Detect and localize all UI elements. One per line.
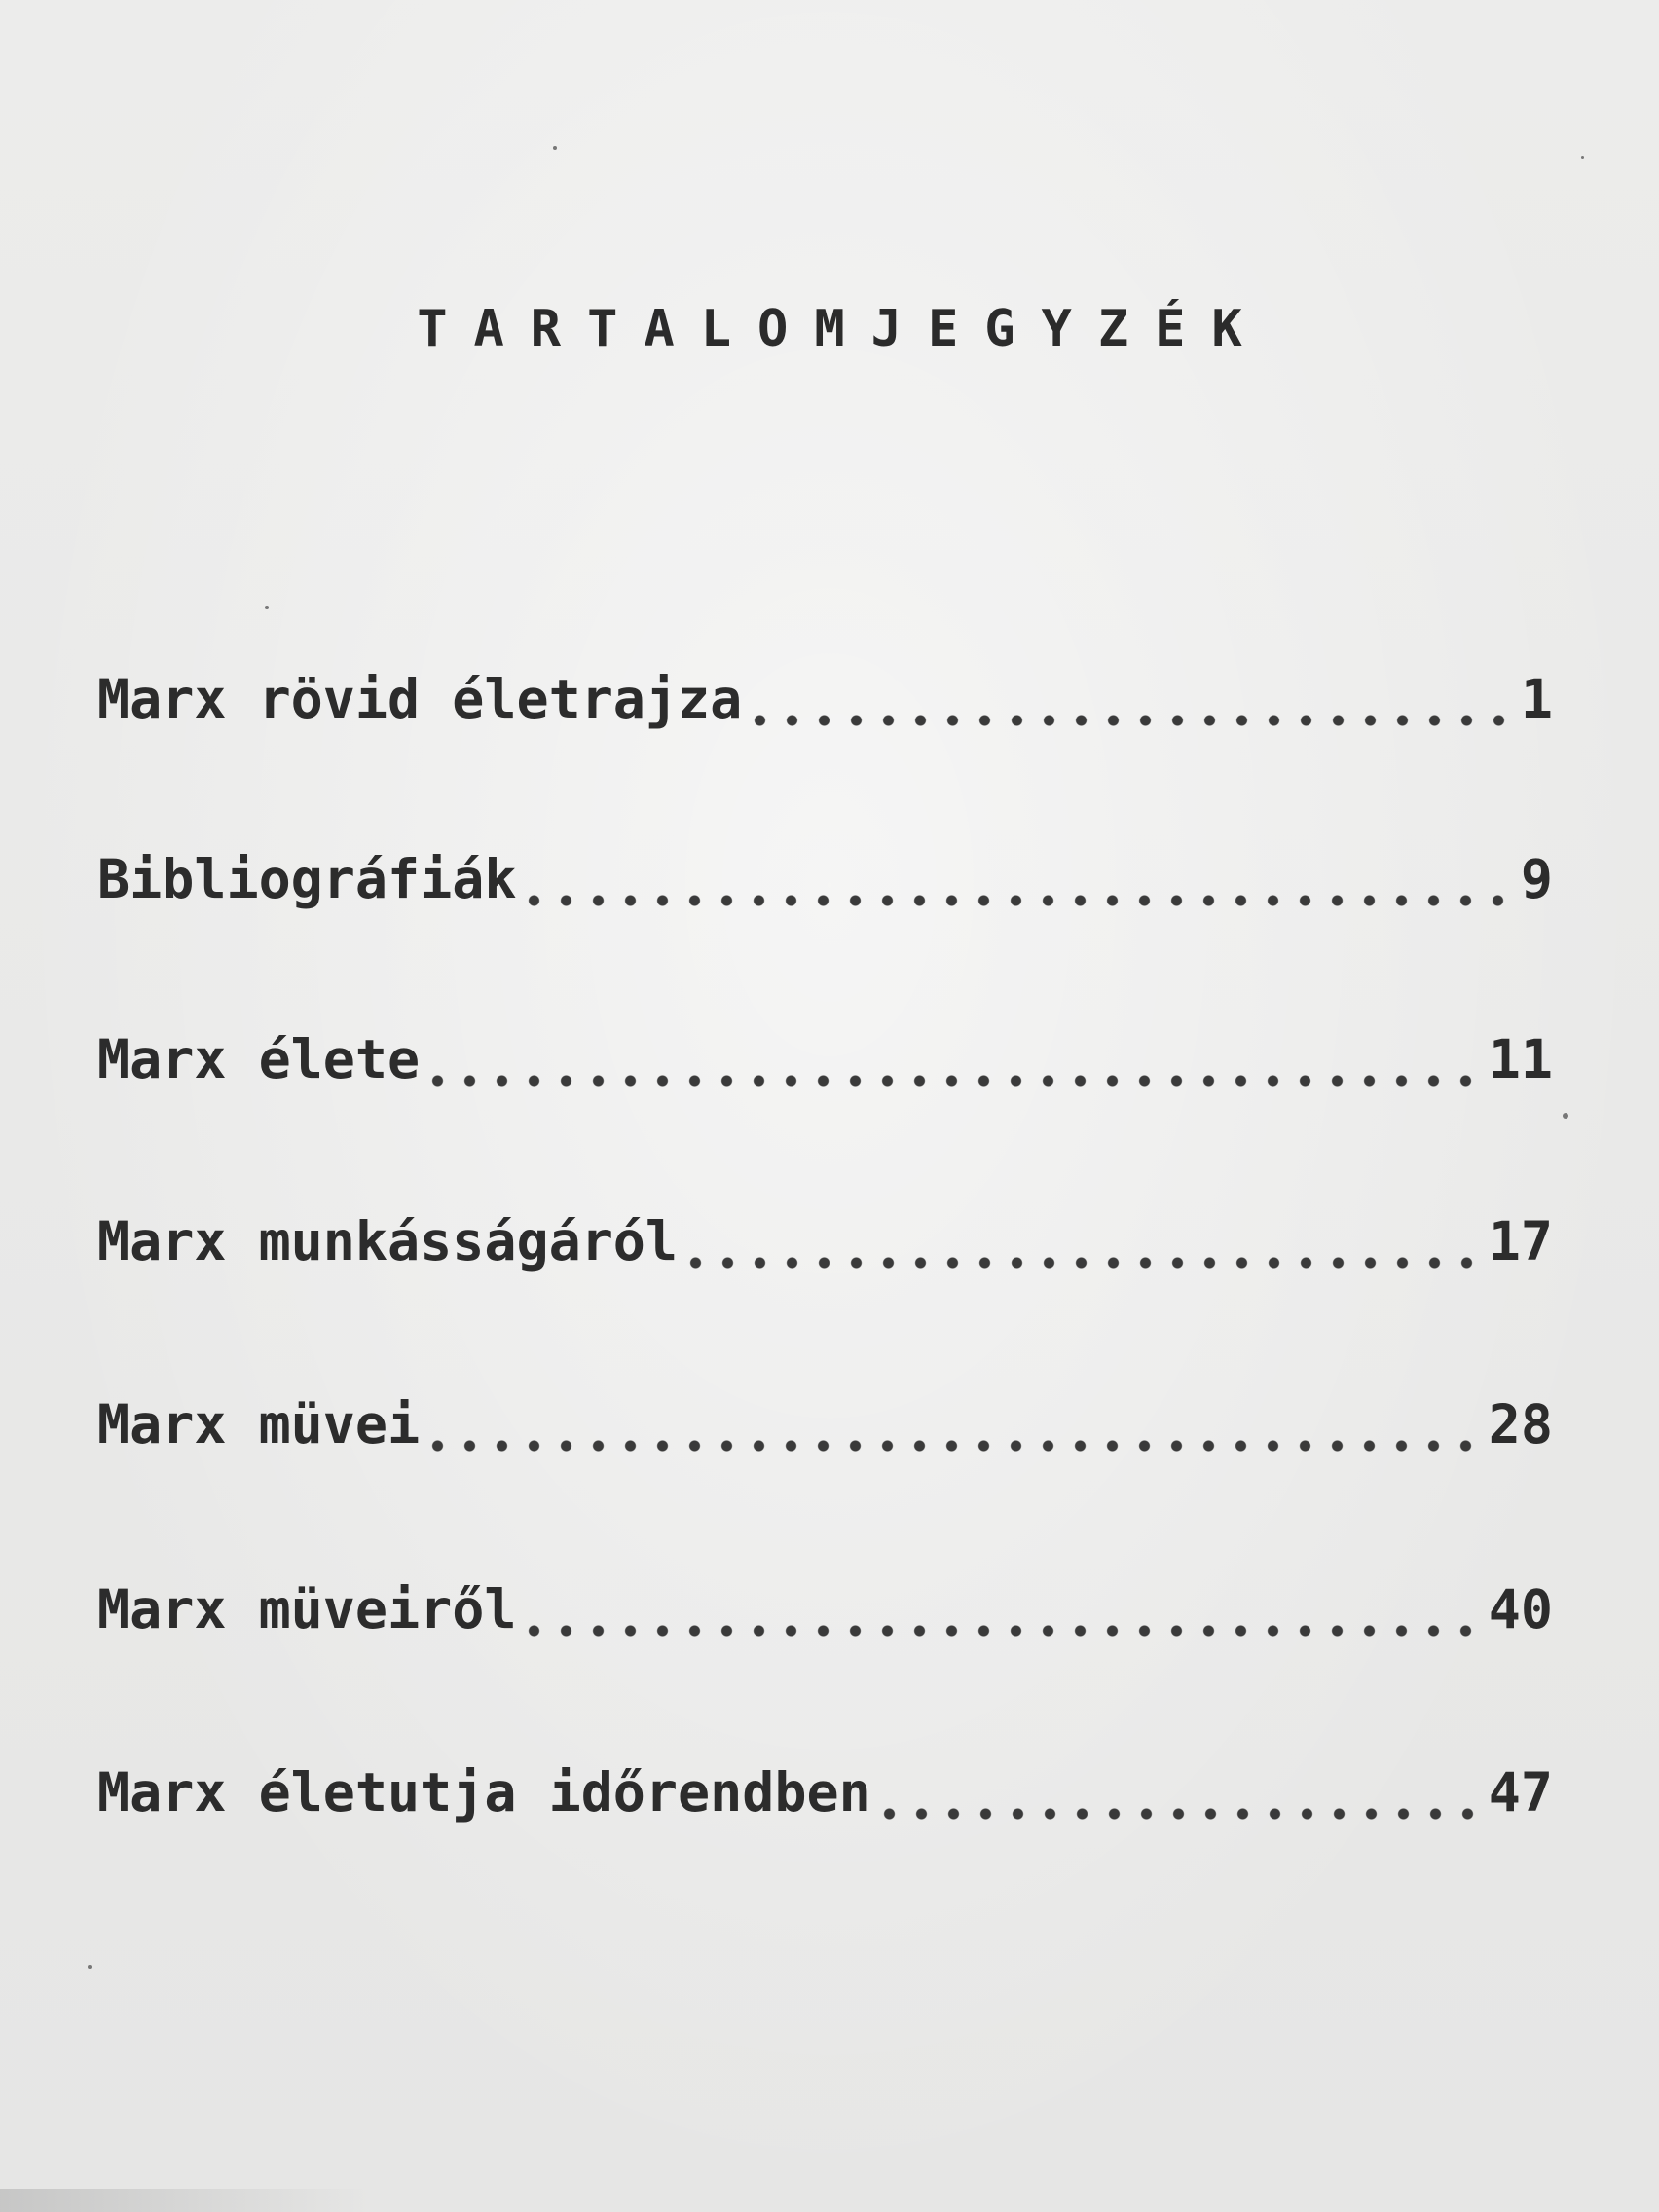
- toc-entry: [97, 1022, 1553, 1090]
- toc-entry-page: 11: [1488, 1028, 1553, 1090]
- toc-entry-page: 28: [1488, 1393, 1553, 1456]
- toc-entry-label: Marx müveiről: [97, 1578, 517, 1641]
- paper-speck: [88, 1965, 92, 1969]
- paper-speck: [1581, 156, 1584, 159]
- toc-entry: [97, 662, 1553, 730]
- dot-leader: [680, 1214, 1487, 1272]
- toc-entry-label: Marx rövid életrajza: [97, 668, 743, 730]
- dot-leader: [873, 1765, 1487, 1824]
- paper-speck: [265, 606, 269, 609]
- toc-entry-label: Marx élete: [97, 1028, 421, 1090]
- dot-leader: [744, 672, 1519, 730]
- toc-entry: [97, 1755, 1553, 1824]
- dot-leader: [518, 1582, 1486, 1641]
- toc-entry-page: 47: [1488, 1761, 1553, 1824]
- toc-entry-label: Bibliográfiák: [97, 848, 517, 910]
- paper-speck: [553, 146, 557, 150]
- toc-entry: [97, 1572, 1553, 1641]
- toc-entry-page: 17: [1488, 1210, 1553, 1272]
- toc-entry-page: 1: [1520, 668, 1553, 730]
- toc-entry-page: 40: [1488, 1578, 1553, 1641]
- toc-entry-label: Marx müvei: [97, 1393, 421, 1456]
- toc-entry-label: Marx életutja időrendben: [97, 1761, 871, 1824]
- toc-entry: [97, 1387, 1553, 1456]
- dot-leader: [422, 1397, 1487, 1456]
- dot-leader: [422, 1032, 1487, 1090]
- paper-speck: [1563, 1113, 1568, 1119]
- toc-entry: [97, 842, 1553, 910]
- toc-title: TARTALOMJEGYZÉK: [417, 300, 1269, 358]
- watermark-strip: [0, 2189, 370, 2212]
- toc-entry-page: 9: [1520, 848, 1553, 910]
- toc-entry: [97, 1204, 1553, 1272]
- toc-entry-label: Marx munkásságáról: [97, 1210, 679, 1272]
- dot-leader: [518, 852, 1518, 910]
